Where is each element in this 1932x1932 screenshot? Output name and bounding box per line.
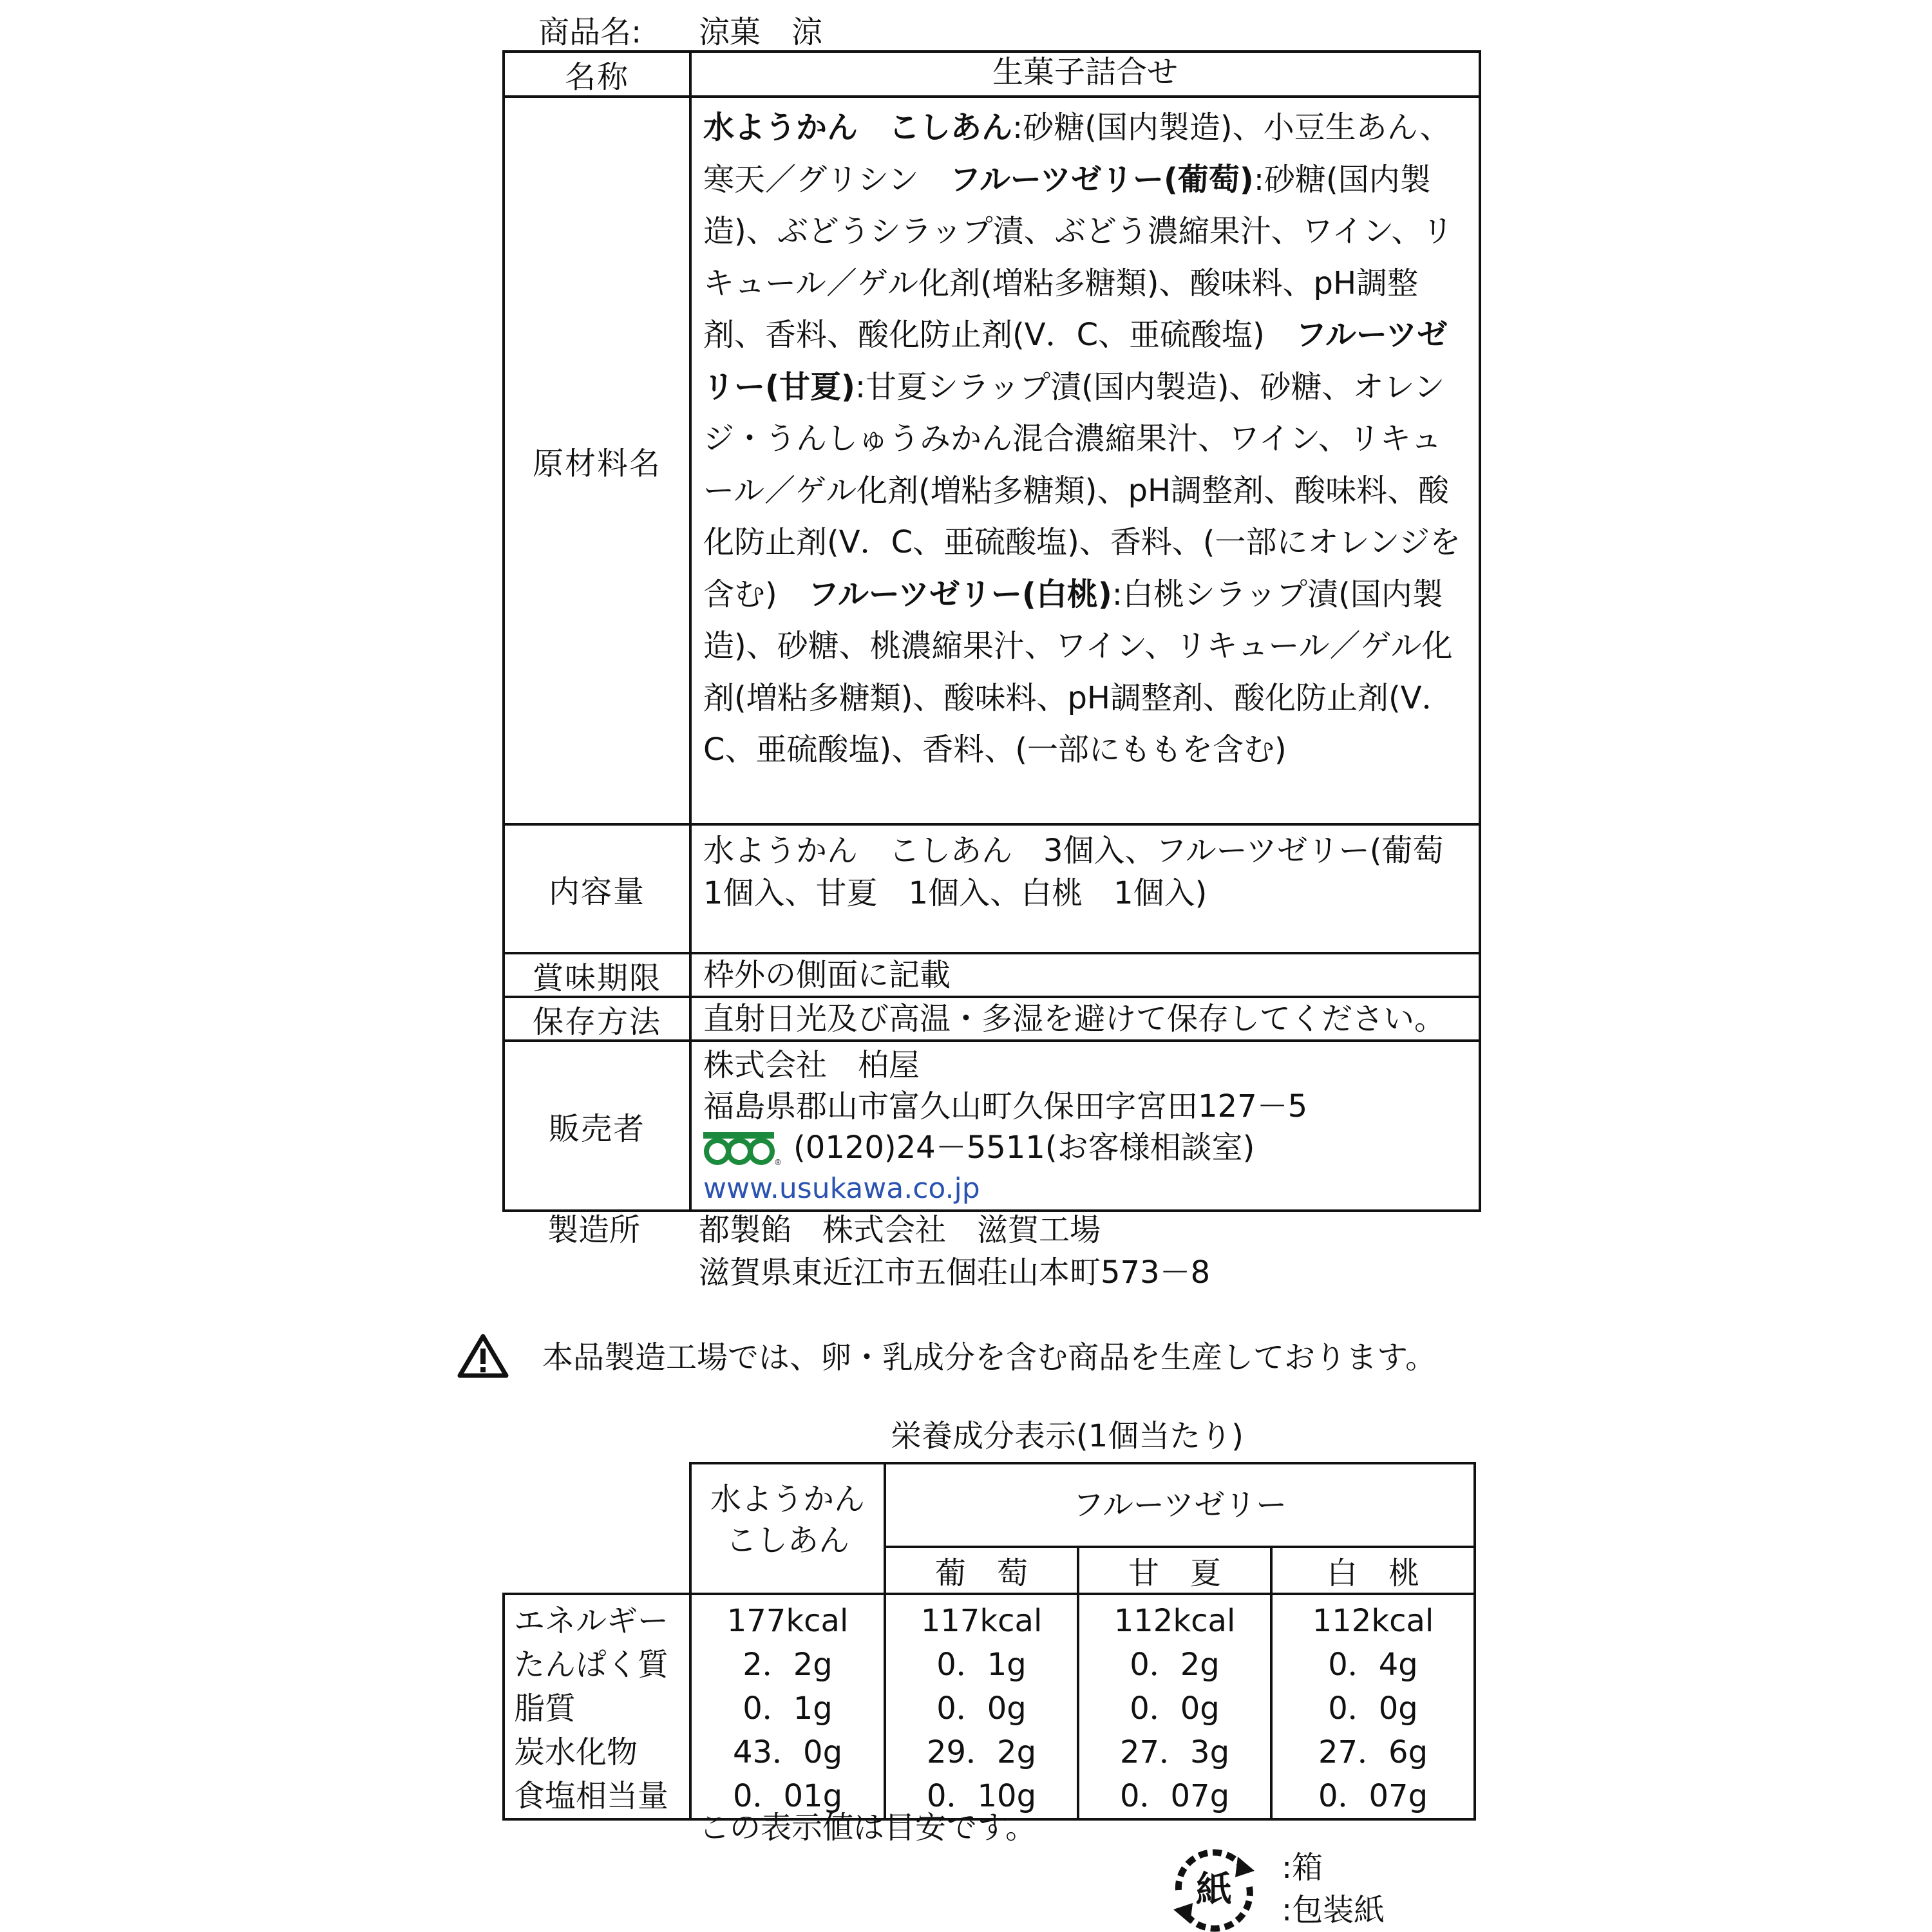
product-name-label: 商品名: (538, 14, 642, 50)
header-storage: 保存方法 (505, 998, 692, 1039)
nutrient-value: 0．0g (1271, 1687, 1475, 1730)
nutrient-value: 112kcal (1271, 1594, 1475, 1643)
seller-url-link[interactable]: www.usukawa.co.jp (703, 1172, 980, 1205)
nutrient-value: 27．3g (1078, 1730, 1271, 1774)
ingredient-heading: フルーツゼリー(葡萄) (949, 161, 1254, 198)
nutrient-value: 177kcal (690, 1594, 885, 1643)
ingredient-heading: フルーツゼリー(白桃) (808, 576, 1112, 612)
nutrient-value: 27．6g (1271, 1730, 1475, 1774)
row-expiry (505, 952, 1479, 996)
nutrition-note: この表示値は目安です。 (699, 1810, 1037, 1846)
nutrient-value: 0．07g (1271, 1774, 1475, 1819)
header-expiry: 賞味期限 (505, 954, 692, 996)
nutrient-label: 食塩相当量 (504, 1774, 690, 1819)
recycle-box-label: :箱 (1282, 1850, 1323, 1886)
value-name: 生菓子詰合せ (992, 54, 1178, 90)
nutrient-label: 脂質 (504, 1687, 690, 1730)
row-ingredients (505, 95, 1479, 823)
col-header-jelly: フルーツゼリー (885, 1463, 1475, 1547)
manufacturer-name: 都製餡 株式会社 滋賀工場 (699, 1212, 1101, 1248)
nutrient-value: 0．4g (1271, 1643, 1475, 1687)
contents-line-2: 1個入、甘夏 1個入、白桃 1個入) (703, 875, 1208, 911)
header-seller: 販売者 (505, 1042, 692, 1209)
product-name: 涼菓 涼 (699, 14, 823, 50)
header-contents: 内容量 (505, 826, 692, 952)
nutrient-label: たんぱく質 (504, 1643, 690, 1687)
ingredient-text: :砂糖(国内製造)、ぶどうシラップ漬、ぶどう濃縮果汁、ワイン、リキュール／ゲル化剤(増粘多糖類)、酸味料、pH調整剤、香料、酸化防止剤(V．C、亜硫酸塩) (703, 161, 1454, 353)
ingredient-heading: フルーツゼリー(甘夏) (703, 317, 1448, 405)
allergen-notice: 本品製造工場では、卵・乳成分を含む商品を生産しております。 (542, 1340, 1437, 1376)
svg-text:®: ® (774, 1158, 782, 1167)
nutrient-value: 112kcal (1078, 1594, 1271, 1643)
contents-line-1: 水ようかん こしあん 3個入、フルーツゼリー(葡萄 (703, 833, 1444, 869)
nutrition-row (504, 1687, 1475, 1730)
nutrient-value: 0．0g (1078, 1687, 1271, 1730)
value-storage: 直射日光及び高温・多湿を避けて保存してください。 (703, 1001, 1446, 1037)
seller-company: 株式会社 柏屋 (703, 1047, 920, 1083)
ingredient-heading: 水ようかん こしあん (703, 109, 1013, 146)
col-yokan-line2: こしあん (725, 1522, 849, 1558)
row-name (505, 53, 1479, 95)
freedial-icon (703, 1130, 781, 1166)
value-ingredients (692, 98, 1479, 823)
manufacturer-address: 滋賀県東近江市五個荘山本町573－8 (699, 1255, 1211, 1291)
nutrition-row (504, 1643, 1475, 1687)
nutrition-title: 栄養成分表示(1個当たり) (891, 1418, 1244, 1454)
nutrition-table (502, 1462, 1476, 1821)
nutrient-value: 0．07g (1078, 1774, 1271, 1819)
col-yokan-line1: 水ようかん (710, 1481, 865, 1517)
nutrient-value: 0．1g (885, 1643, 1078, 1687)
row-storage (505, 996, 1479, 1039)
nutrition-row (504, 1730, 1475, 1774)
col-header-grape: 葡 萄 (885, 1547, 1078, 1594)
paper-recycle-icon (1166, 1845, 1262, 1932)
recycle-wrapping-label: :包装紙 (1282, 1892, 1385, 1928)
ingredient-text: :白桃シラップ漬(国内製造)、砂糖、桃濃縮果汁、ワイン、リキュール／ゲル化剤(増粘多糖類)、酸味料、pH調整剤、酸化防止剤(V．C、亜硫酸塩)、香料、(一部にももを含む) (703, 576, 1453, 768)
col-header-yokan (690, 1463, 885, 1594)
nutrient-value: 0．2g (1078, 1643, 1271, 1687)
nutrient-value: 0．10g (885, 1774, 1078, 1819)
manufacturer-header: 製造所 (547, 1212, 641, 1248)
nutrient-value: 0．01g (690, 1774, 885, 1819)
nutrient-value: 29．2g (885, 1730, 1078, 1774)
col-header-amanatsu: 甘 夏 (1078, 1547, 1271, 1594)
nutrition-row (504, 1594, 1475, 1643)
header-name: 名称 (505, 53, 692, 95)
nutrient-value: 117kcal (885, 1594, 1078, 1643)
seller-address: 福島県郡山市富久山町久保田字宮田127－5 (703, 1088, 1308, 1124)
nutrient-label: 炭水化物 (504, 1730, 690, 1774)
nutrient-value: 2．2g (690, 1643, 885, 1687)
header-ingredients: 原材料名 (505, 98, 692, 823)
row-contents (505, 823, 1479, 952)
label-table (502, 50, 1481, 1212)
ingredient-text: :甘夏シラップ漬(国内製造)、砂糖、オレンジ・うんしゅうみかん混合濃縮果汁、ワイン、リキュール／ゲル化剤(増粘多糖類)、pH調整剤、酸味料、酸化防止剤(V．C、亜硫酸塩)、香料、(一部にオレンジを含む) (703, 368, 1461, 612)
nutrient-label: エネルギー (504, 1594, 690, 1643)
nutrient-value: 0．0g (885, 1687, 1078, 1730)
row-seller (505, 1039, 1479, 1209)
ingredient-text: :砂糖(国内製造)、小豆生あん、寒天／グリシン (703, 109, 1451, 198)
recycle-mark-text: 紙 (1196, 1869, 1232, 1911)
col-header-peach: 白 桃 (1271, 1547, 1475, 1594)
nutrient-value: 0．1g (690, 1687, 885, 1730)
value-expiry: 枠外の側面に記載 (703, 957, 951, 993)
warning-icon (457, 1333, 509, 1378)
seller-phone: (0120)24－5511(お客様相談室) (793, 1130, 1255, 1166)
nutrient-value: 43．0g (690, 1730, 885, 1774)
